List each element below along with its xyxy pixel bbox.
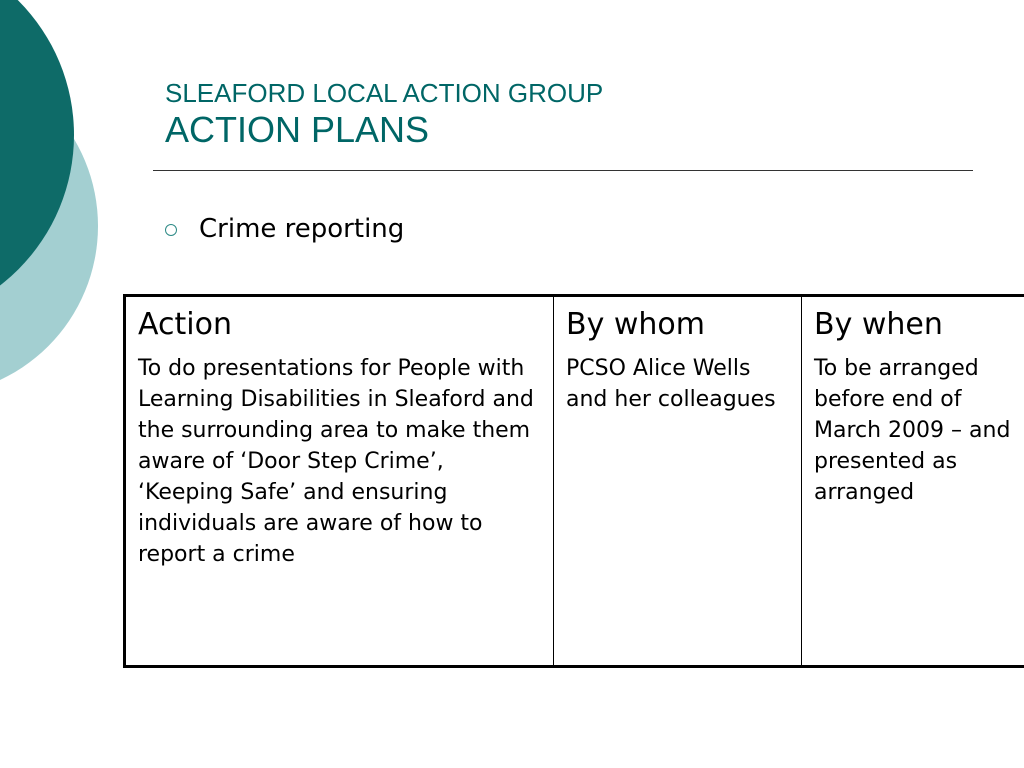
title-divider: [153, 170, 973, 171]
hollow-circle-bullet-icon: [165, 224, 177, 236]
table-row: [125, 296, 1024, 667]
cell-by-when: [802, 296, 1024, 667]
cell-action: [125, 296, 554, 667]
title-line-action-plans: ACTION PLANS: [165, 109, 430, 150]
cell-by-whom: [554, 296, 802, 667]
cell-action-text: To do presentations for People with Learning Disabilities in Sleaford and the surrounding area to make them aware of ‘Door Step Crime’, ‘Keeping Safe’ and ensuring individuals are aware of how to report a crime: [138, 356, 534, 567]
slide-title: [165, 77, 603, 151]
column-header-action: Action: [138, 307, 232, 342]
bullet-text: Crime reporting: [199, 214, 405, 244]
column-header-by-whom: By whom: [566, 307, 705, 342]
title-line-group-name: SLEAFORD LOCAL ACTION GROUP: [165, 78, 604, 108]
bullet-item: [165, 212, 404, 246]
cell-by-whom-text: PCSO Alice Wells and her colleagues: [566, 356, 776, 412]
column-header-by-when: By when: [814, 307, 943, 342]
cell-by-when-text: To be arranged before end of March 2009 – and presented as arranged: [814, 356, 1011, 505]
action-plan-table: [123, 294, 1024, 668]
